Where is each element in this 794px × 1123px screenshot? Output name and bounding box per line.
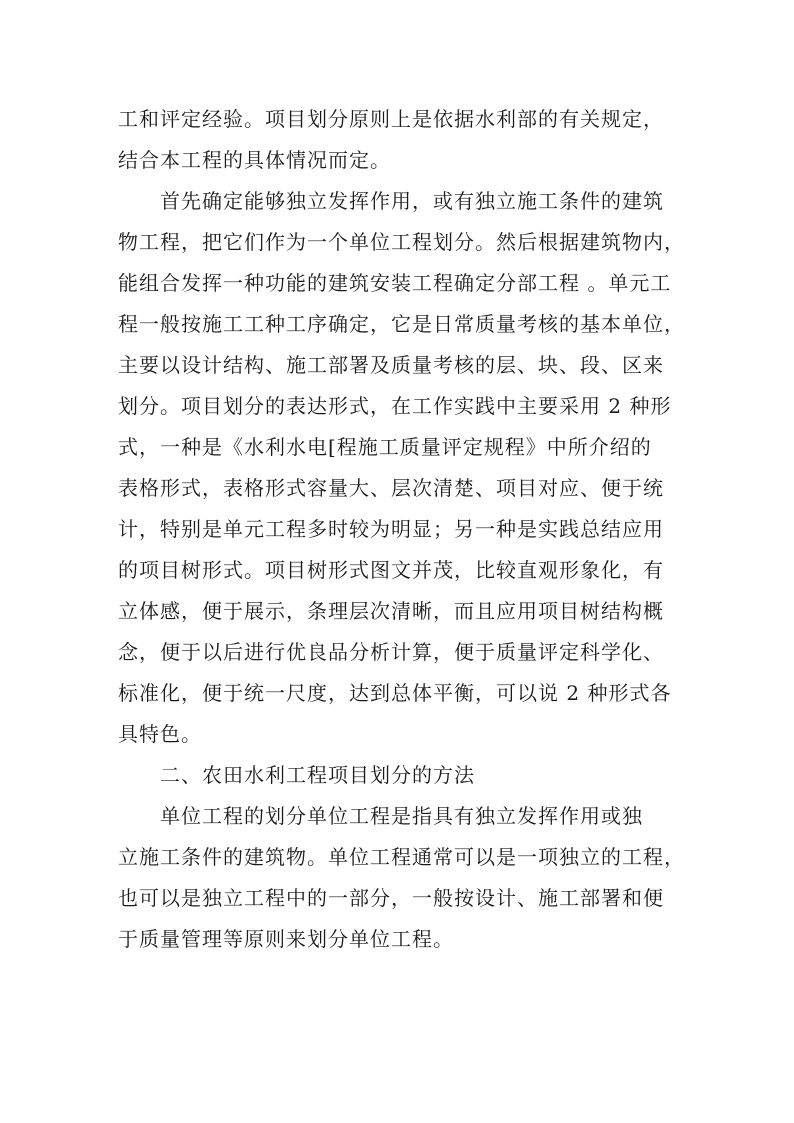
text-line-19: 立施工条件的建筑物。单位工程通常可以是一项独立的工程， [118,845,685,869]
text-line-12: 的项目树形式。项目树形式图文并茂，比较直观形象化，有 [118,558,664,582]
text-line-13: 立体感，便于展示，条理层次清晰，而且应用项目树结构概 [118,599,664,623]
text-line-14: 念，便于以后进行优良品分析计算，便于质量评定科学化、 [118,640,664,664]
paragraph-start-line: 首先确定能够独立发挥作用，或有独立施工条件的建筑 [160,189,664,213]
text-line-7: 主要以设计结构、施工部署及质量考核的层、块、段、区来 [118,353,664,377]
text-line-4: 物工程，把它们作为一个单位工程划分。然后根据建筑物内， [118,230,685,254]
text-line-11: 计，特别是单元工程多时较为明显；另一种是实践总结应用 [118,517,664,541]
text-line-20: 也可以是独立工程中的一部分，一般按设计、施工部署和便 [118,886,664,910]
text-line-2: 结合本工程的具体情况而定。 [118,148,391,172]
text-line-9: 式，一种是《水利水电[程施工质量评定规程》中所介绍的 [118,435,652,459]
text-line-10: 表格形式，表格形式容量大、层次清楚、项目对应、便于统 [118,476,664,500]
text-line-15: 标准化，便于统一尺度，达到总体平衡，可以说 2 种形式各 [118,681,672,705]
text-line-21: 于质量管理等原则来划分单位工程。 [118,927,454,951]
text-line-5: 能组合发挥一种功能的建筑安装工程确定分部工程 。单元工 [118,271,672,295]
text-line-8: 划分。项目划分的表达形式，在工作实践中主要采用 2 种形 [118,394,672,418]
text-line-1: 工和评定经验。项目划分原则上是依据水利部的有关规定， [118,107,664,131]
section-heading: 二、农田水利工程项目划分的方法 [160,763,475,787]
text-line-16: 具特色。 [118,722,202,746]
paragraph-start-line-2: 单位工程的划分单位工程是指具有独立发挥作用或独 [160,804,643,828]
text-line-6: 程一般按施工工种工序确定，它是日常质量考核的基本单位， [118,312,685,336]
